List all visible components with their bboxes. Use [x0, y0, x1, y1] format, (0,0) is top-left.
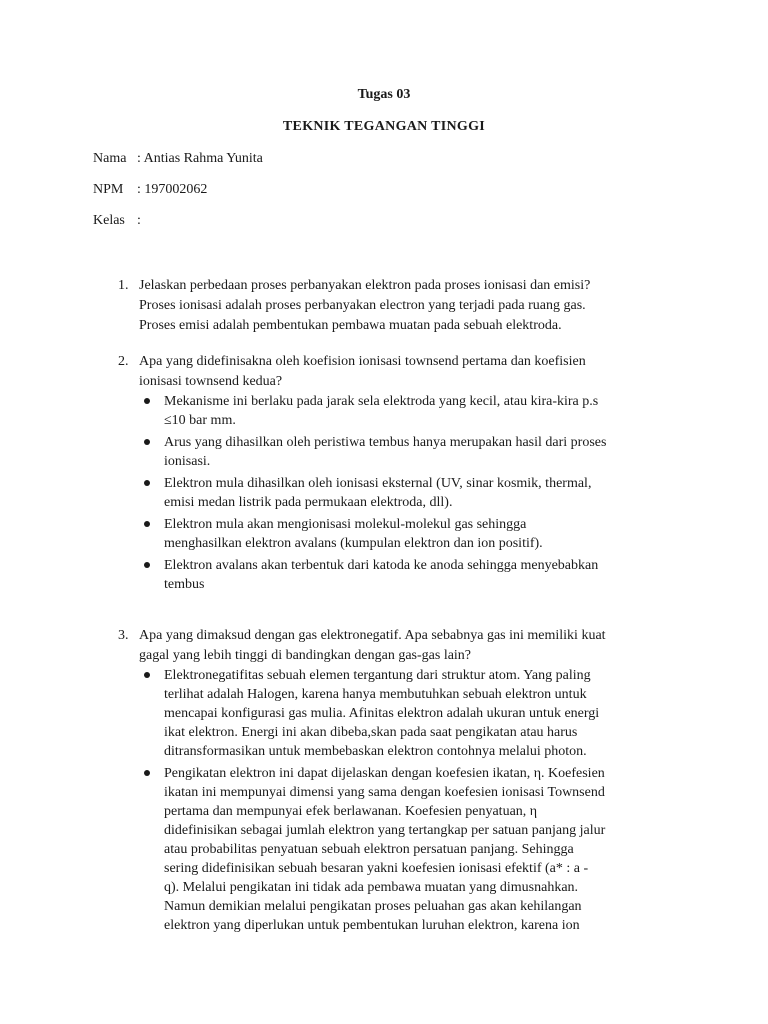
document-title: Tugas 03 [357, 87, 411, 102]
answer-line: Proses emisi adalah pembentukan pembawa muatan pada sebuah elektroda. [139, 318, 562, 333]
question-2 [118, 352, 678, 597]
question-number: 2. [118, 354, 129, 369]
bullet-line: Namun demikian melalui pengikatan proses peluahan gas akan kehilangan [164, 899, 582, 914]
question-text-line: ionisasi townsend kedua? [139, 374, 283, 389]
bullet-line: didefinisikan sebagai jumlah elektron yang tertangkap per satuan panjang jalur [164, 823, 606, 838]
bullet-line: emisi medan listrik pada permukaan elektroda, dll). [164, 495, 453, 510]
bullet-line: Arus yang dihasilkan oleh peristiwa tembus hanya merupakan hasil dari proses [164, 435, 607, 450]
list-item [118, 515, 678, 553]
bullet-line: ikat elektron. Energi ini akan dibeba,skan pada saat pengikatan atau harus [164, 725, 578, 740]
bullet-line: Elektronegatifitas sebuah elemen tergantung dari struktur atom. Yang paling [164, 668, 591, 683]
meta-class-value: : [137, 213, 141, 228]
bullet-line: mencapai konfigurasi gas mulia. Afinitas elektron adalah ukuran untuk energi [164, 706, 600, 721]
question-number: 3. [118, 628, 129, 643]
bullet-line: sering didefinisikan sebuah besaran yakni koefesien ionisasi efektif (a* : a - [164, 861, 589, 876]
bullet-icon [144, 398, 150, 404]
bullet-line: ikatan ini mempunyai dimensi yang sama dengan koefesien ionisasi Townsend [164, 785, 605, 800]
meta-class-label: Kelas [93, 213, 125, 228]
question-text-line: Jelaskan perbedaan proses perbanyakan elektron pada proses ionisasi dan emisi? [139, 278, 591, 293]
meta-npm-row [93, 182, 207, 198]
list-item [118, 666, 678, 761]
bullet-icon [144, 562, 150, 568]
bullet-line: ditransformasikan untuk membebaskan elektron contohnya melalui photon. [164, 744, 587, 759]
question-text-line: gagal yang lebih tinggi di bandingkan dengan gas-gas lain? [139, 648, 472, 663]
bullet-line: Elektron mula akan mengionisasi molekul-molekul gas sehingga [164, 517, 527, 532]
bullet-line: menghasilkan elektron avalans (kumpulan elektron dan ion positif). [164, 536, 543, 551]
bullet-line: tembus [164, 577, 205, 592]
list-item [118, 556, 678, 594]
bullet-line: q). Melalui pengikatan ini tidak ada pembawa muatan yang dimusnahkan. [164, 880, 579, 895]
list-item [118, 764, 678, 935]
question-text-line: Apa yang dimaksud dengan gas elektronegatif. Apa sebabnya gas ini memiliki kuat [139, 628, 606, 643]
bullet-line: pertama dan mempunyai efek berlawanan. Koefesien penyatuan, η [164, 804, 538, 819]
meta-npm-label: NPM [93, 182, 124, 197]
bullet-line: terlihat adalah Halogen, karena hanya membutuhkan sebuah elektron untuk [164, 687, 587, 702]
meta-name-row [93, 151, 263, 167]
list-item [118, 433, 678, 471]
bullet-line: Elektron avalans akan terbentuk dari katoda ke anoda sehingga menyebabkan [164, 558, 599, 573]
bullet-icon [144, 439, 150, 445]
answer-bullet-list [118, 666, 678, 935]
document-subtitle: TEKNIK TEGANGAN TINGGI [282, 119, 486, 134]
bullet-icon [144, 672, 150, 678]
bullet-line: ionisasi. [164, 454, 211, 469]
question-text-line: Apa yang didefinisakna oleh koefision ionisasi townsend pertama dan koefisien [139, 354, 586, 369]
meta-npm-value: : 197002062 [137, 182, 208, 197]
question-3 [118, 626, 678, 938]
answer-bullet-list [118, 392, 678, 594]
bullet-line: Elektron mula dihasilkan oleh ionisasi eksternal (UV, sinar kosmik, thermal, [164, 476, 592, 491]
bullet-line: ≤10 bar mm. [164, 413, 236, 428]
bullet-icon [144, 521, 150, 527]
answer-line: Proses ionisasi adalah proses perbanyakan electron yang terjadi pada ruang gas. [139, 298, 586, 313]
question-number: 1. [118, 278, 129, 293]
question-1 [118, 276, 678, 336]
bullet-icon [144, 480, 150, 486]
meta-name-label: Nama [93, 151, 127, 166]
meta-name-value: : Antias Rahma Yunita [137, 151, 263, 166]
bullet-icon [144, 770, 150, 776]
bullet-line: Pengikatan elektron ini dapat dijelaskan dengan koefesien ikatan, η. Koefesien [164, 766, 605, 781]
list-item [118, 392, 678, 430]
meta-class-row [93, 213, 141, 229]
bullet-line: atau probabilitas penyatuan sebuah elektron persatuan panjang. Sehingga [164, 842, 574, 857]
list-item [118, 474, 678, 512]
bullet-line: elektron yang diperlukan untuk pembentukan luruhan elektron, karena ion [164, 918, 580, 933]
bullet-line: Mekanisme ini berlaku pada jarak sela elektroda yang kecil, atau kira-kira p.s [164, 394, 599, 409]
